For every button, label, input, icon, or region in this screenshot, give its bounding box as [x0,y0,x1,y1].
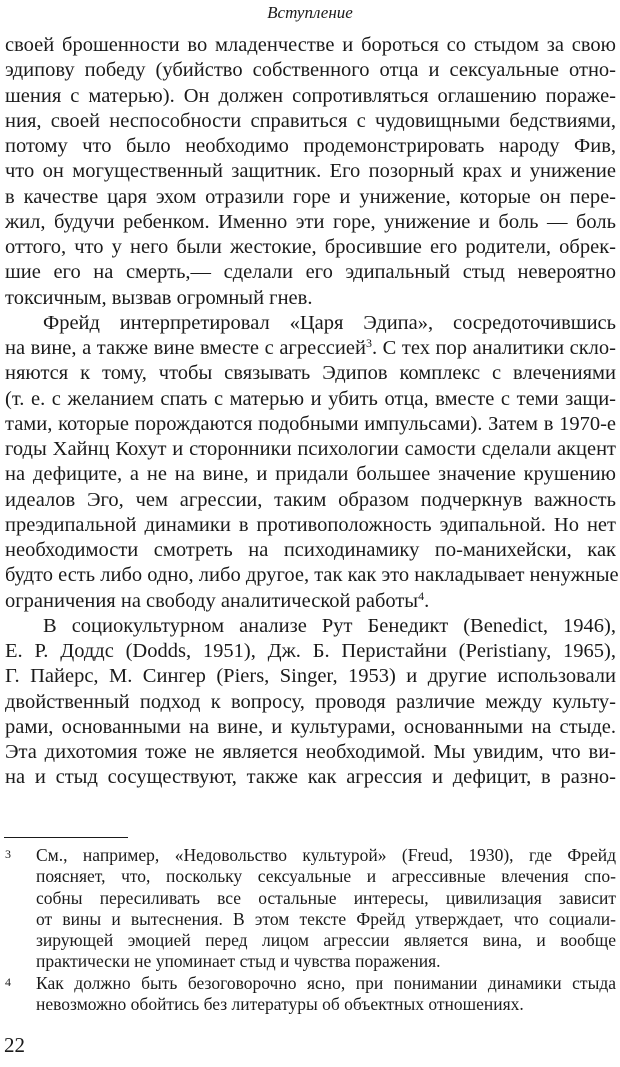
text-line: (т. е. с желанием спать с матерью и убить отца, вместе с теми защи- [5,387,616,410]
text-line: ния, своей неспособности справиться с чудовищными бедствиями, [5,109,616,132]
text-line: шения с матерью). Он должен сопротивляться оглашению пораже- [5,84,616,107]
footnote-ref-4[interactable]: 4 [418,588,425,603]
text-line: идеалов Эго, чем агрессии, таким образом подчеркнув важность [5,488,616,511]
text-line: в качестве царя эхом отразили горе и унижение, которые он пере- [5,185,616,208]
text-line: Эта дихотомия тоже не является необходимой. Мы увидим, что ви- [5,741,616,763]
text-line: своей брошенности во младенчестве и бороться со стыдом за свою [5,34,616,56]
paragraph-start: Фрейд интерпретировал «Царя Эдипа», сосредоточившись [43,311,616,334]
text-line: шие его на смерть,— сделали его эдипальный стыд невероятно [5,261,616,284]
text-segment: . [424,589,430,612]
footnote-line: собны пересиливать все остальные интересы, цивилизация зависит [36,887,616,908]
text-line: жил, будучи ребенком. Именно эти горе, унижение и боль — боль [5,210,616,233]
footnote-line: Как должно быть безоговорочно ясно, при понимании динамики стыда [36,972,616,993]
text-line: тами, которые порождаются подобными импульсами). Затем в 1970-е [5,412,616,435]
text-line: годы Хайнц Кохут и сторонники психологии самости сделали акцент [5,438,616,460]
text-line: рами, основанными на вине, и культурами, основанными на стыде. [5,715,616,738]
footnote-4 [5,973,616,1016]
text-line: оттого, что у него были жестокие, бросившие его родители, обрек- [5,236,616,258]
footnote-line: практически не упоминает стыд и чувства поражения. [36,951,441,972]
footnote-line: поясняет, что, поскольку сексуальные и агрессивные влечения спо- [36,866,616,887]
body-text [5,33,619,791]
footnote-line: См., например, «Недовольство культурой» (Freud, 1930), где Фрейд [36,845,616,865]
text-line [5,336,616,361]
text-line: потому что было необходимо продемонстрировать народу Фив, [5,135,616,157]
footnote-line: зирующей эмоцией перед лицом агрессии является вина, и вообще [36,930,616,951]
text-line: Е. Р. Доддс (Dodds, 1951), Дж. Б. Перистайни (Peristiany, 1965), [5,640,616,662]
footnote-3 [5,845,616,973]
footnote-ref-3[interactable]: 3 [365,336,372,350]
text-line: няются к тому, чтобы связывать Эдипов комплекс с влечениями [5,362,616,385]
text-line: преэдипальной динамики в противоположность эдипальной. Но нет [5,513,616,536]
footnote-mark: 4 [5,974,11,989]
footnote-line: от вины и вытеснения. В этом тексте Фрейд утверждает, что социали- [36,908,616,929]
text-line [5,589,616,614]
text-line: будто есть либо одно, либо другое, так как это накладывает ненужные [5,564,619,587]
text-line: что он могущественный защитник. Его позорный крах и унижение [5,160,616,183]
text-line: двойственный подход к вопросу, проводя различие между культу- [5,690,616,713]
footnote-mark: 3 [5,847,11,861]
paragraph-start: В социокультурном анализе Рут Бенедикт (Benedict, 1946), [43,614,616,637]
page-number: 22 [4,1033,25,1057]
text-line: на дефиците, а не на вине, и придали большее значение крушению [5,463,616,486]
text-line: токсичным, вызвав огромный гнев. [5,286,313,309]
footnote-divider [4,837,128,838]
text-line: Г. Пайерс, М. Сингер (Piers, Singer, 1953) и другие использовали [5,665,616,688]
text-segment: ограничения на свободу аналитической работы [5,589,419,612]
text-segment: . С тех пор аналитики скло- [371,337,616,359]
text-segment: на вине, а также вине вместе с агрессией [5,337,366,359]
running-header: Вступление [267,3,353,22]
footnote-line: невозможно обойтись без литературы об объектных отношениях. [36,994,524,1015]
footnotes [5,845,616,1015]
text-line: эдипову победу (убийство собственного отца и сексуальные отно- [5,59,616,82]
text-line: необходимости смотреть на психодинамику по-манихейски, как [5,539,616,561]
text-line: на и стыд сосуществуют, также как агрессия и дефицит, в разно- [5,766,616,789]
